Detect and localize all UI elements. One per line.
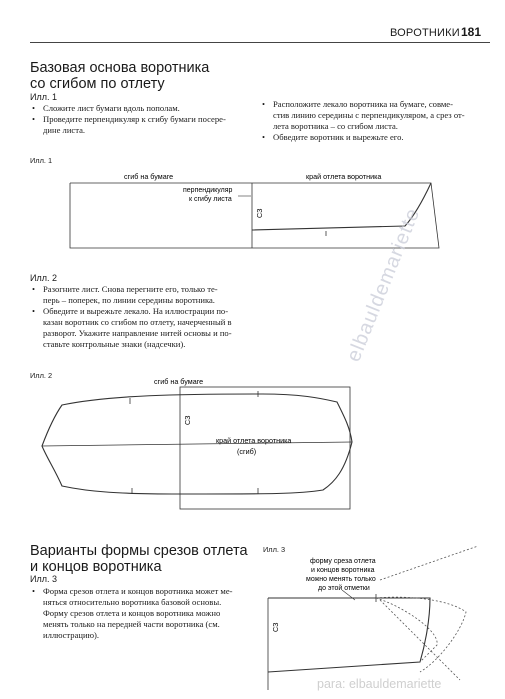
bullet-line: ставьте контрольные знаки (надсечки). xyxy=(43,339,186,349)
figure3-variant-curve-1 xyxy=(376,598,437,662)
section3-title xyxy=(30,543,248,575)
section2-ill-label: Илл. 2 xyxy=(30,273,57,283)
bullet-line: няться относительно воротника базовой основы. xyxy=(43,597,222,607)
bullet-line: Проведите перпендикуляр к сгибу бумаги посере- xyxy=(43,114,226,124)
page-number: 181 xyxy=(461,25,482,39)
section1-ill-label: Илл. 1 xyxy=(30,92,57,102)
bullet-line: перь – поперек, по линии середины воротника. xyxy=(43,295,215,305)
bullet-item xyxy=(32,586,262,641)
figure3-note-line-2: и концов воротника xyxy=(311,567,375,574)
bullet-line: менять только на передней части воротника (см. xyxy=(43,619,220,629)
figure1-fold-label: сгиб на бумаге xyxy=(124,172,174,181)
section2-bullets xyxy=(32,284,262,350)
bullet-line: лета воротника – со сгибом листа. xyxy=(273,121,398,131)
figure2-fold-line xyxy=(42,442,352,446)
bullet-line: дине листа. xyxy=(43,125,86,135)
figure3-note-line-4: до этой отметки xyxy=(318,585,370,592)
bullet-line: Обведите и вырежьте лекало. На иллюстрации по- xyxy=(43,306,229,316)
bullet-item: • Обведите воротник и вырежьте его. xyxy=(262,132,492,143)
section3-title-line2: и концов воротника xyxy=(30,559,162,575)
running-header-section: ВОРОТНИКИ xyxy=(390,27,460,39)
bullet-item xyxy=(32,284,262,306)
section1-title-line1: Базовая основа воротника xyxy=(30,60,210,76)
bullet-line: Расположите лекало воротника на бумаге, совме- xyxy=(273,99,453,109)
figure1-perp-label-1: перпендикуляр xyxy=(183,187,233,194)
bullet-line: Форма срезов отлета и концов воротника может ме- xyxy=(43,586,233,596)
figure3-note-line-1: форму среза отлета xyxy=(310,558,376,565)
figure3-variant-curve-2 xyxy=(376,597,466,672)
figure2-fold-label: сгиб на бумаге xyxy=(154,377,204,386)
figure2-edge-sub-label: (сгиб) xyxy=(237,447,257,456)
figure1-edge-label: край отлета воротника xyxy=(306,172,382,181)
figure3-cb-mark: СЗ xyxy=(271,622,280,632)
figure2-edge-label: край отлета воротника xyxy=(216,436,292,445)
section3-title-line1: Варианты формы срезов отлета xyxy=(30,543,248,559)
section1-title-line2: со сгибом по отлету xyxy=(30,76,165,92)
bullet-line: стив линию середины с перпендикуляром, а срез от- xyxy=(273,110,465,120)
bullet-item: • Сложите лист бумаги вдоль пополам. xyxy=(32,103,252,114)
bullet-line: Форму срезов отлета и концов воротника можно xyxy=(43,608,221,618)
bullet-line: казан воротник со сгибом по отлету, начерченный в xyxy=(43,317,232,327)
figure2-label: Илл. 2 xyxy=(30,371,53,380)
figure3-label: Илл. 3 xyxy=(263,545,286,554)
bullet-item xyxy=(32,306,262,350)
figure3-collar-pattern xyxy=(268,598,430,672)
figure2-cb-mark: СЗ xyxy=(183,415,192,425)
section3-ill-label: Илл. 3 xyxy=(30,574,57,584)
figure1-perp-label-2: к сгибу листа xyxy=(189,196,232,203)
figure3-note-line-3: можно менять только xyxy=(306,576,376,583)
figure2-paper-outline xyxy=(180,387,350,509)
footer-watermark: para: elbauldemariette xyxy=(317,677,442,691)
bullet-line: иллюстрацию). xyxy=(43,630,100,640)
figure1-cb-mark: СЗ xyxy=(255,208,264,218)
bullet-line: разворот. Укажите направление нитей основы и по- xyxy=(43,328,232,338)
bullet-line: Разогните лист. Снова перегните его, только те- xyxy=(43,284,218,294)
diagonal-watermark: elbauldemariette xyxy=(342,204,425,365)
figure1-label: Илл. 1 xyxy=(30,156,53,165)
section3-bullets xyxy=(32,586,262,641)
